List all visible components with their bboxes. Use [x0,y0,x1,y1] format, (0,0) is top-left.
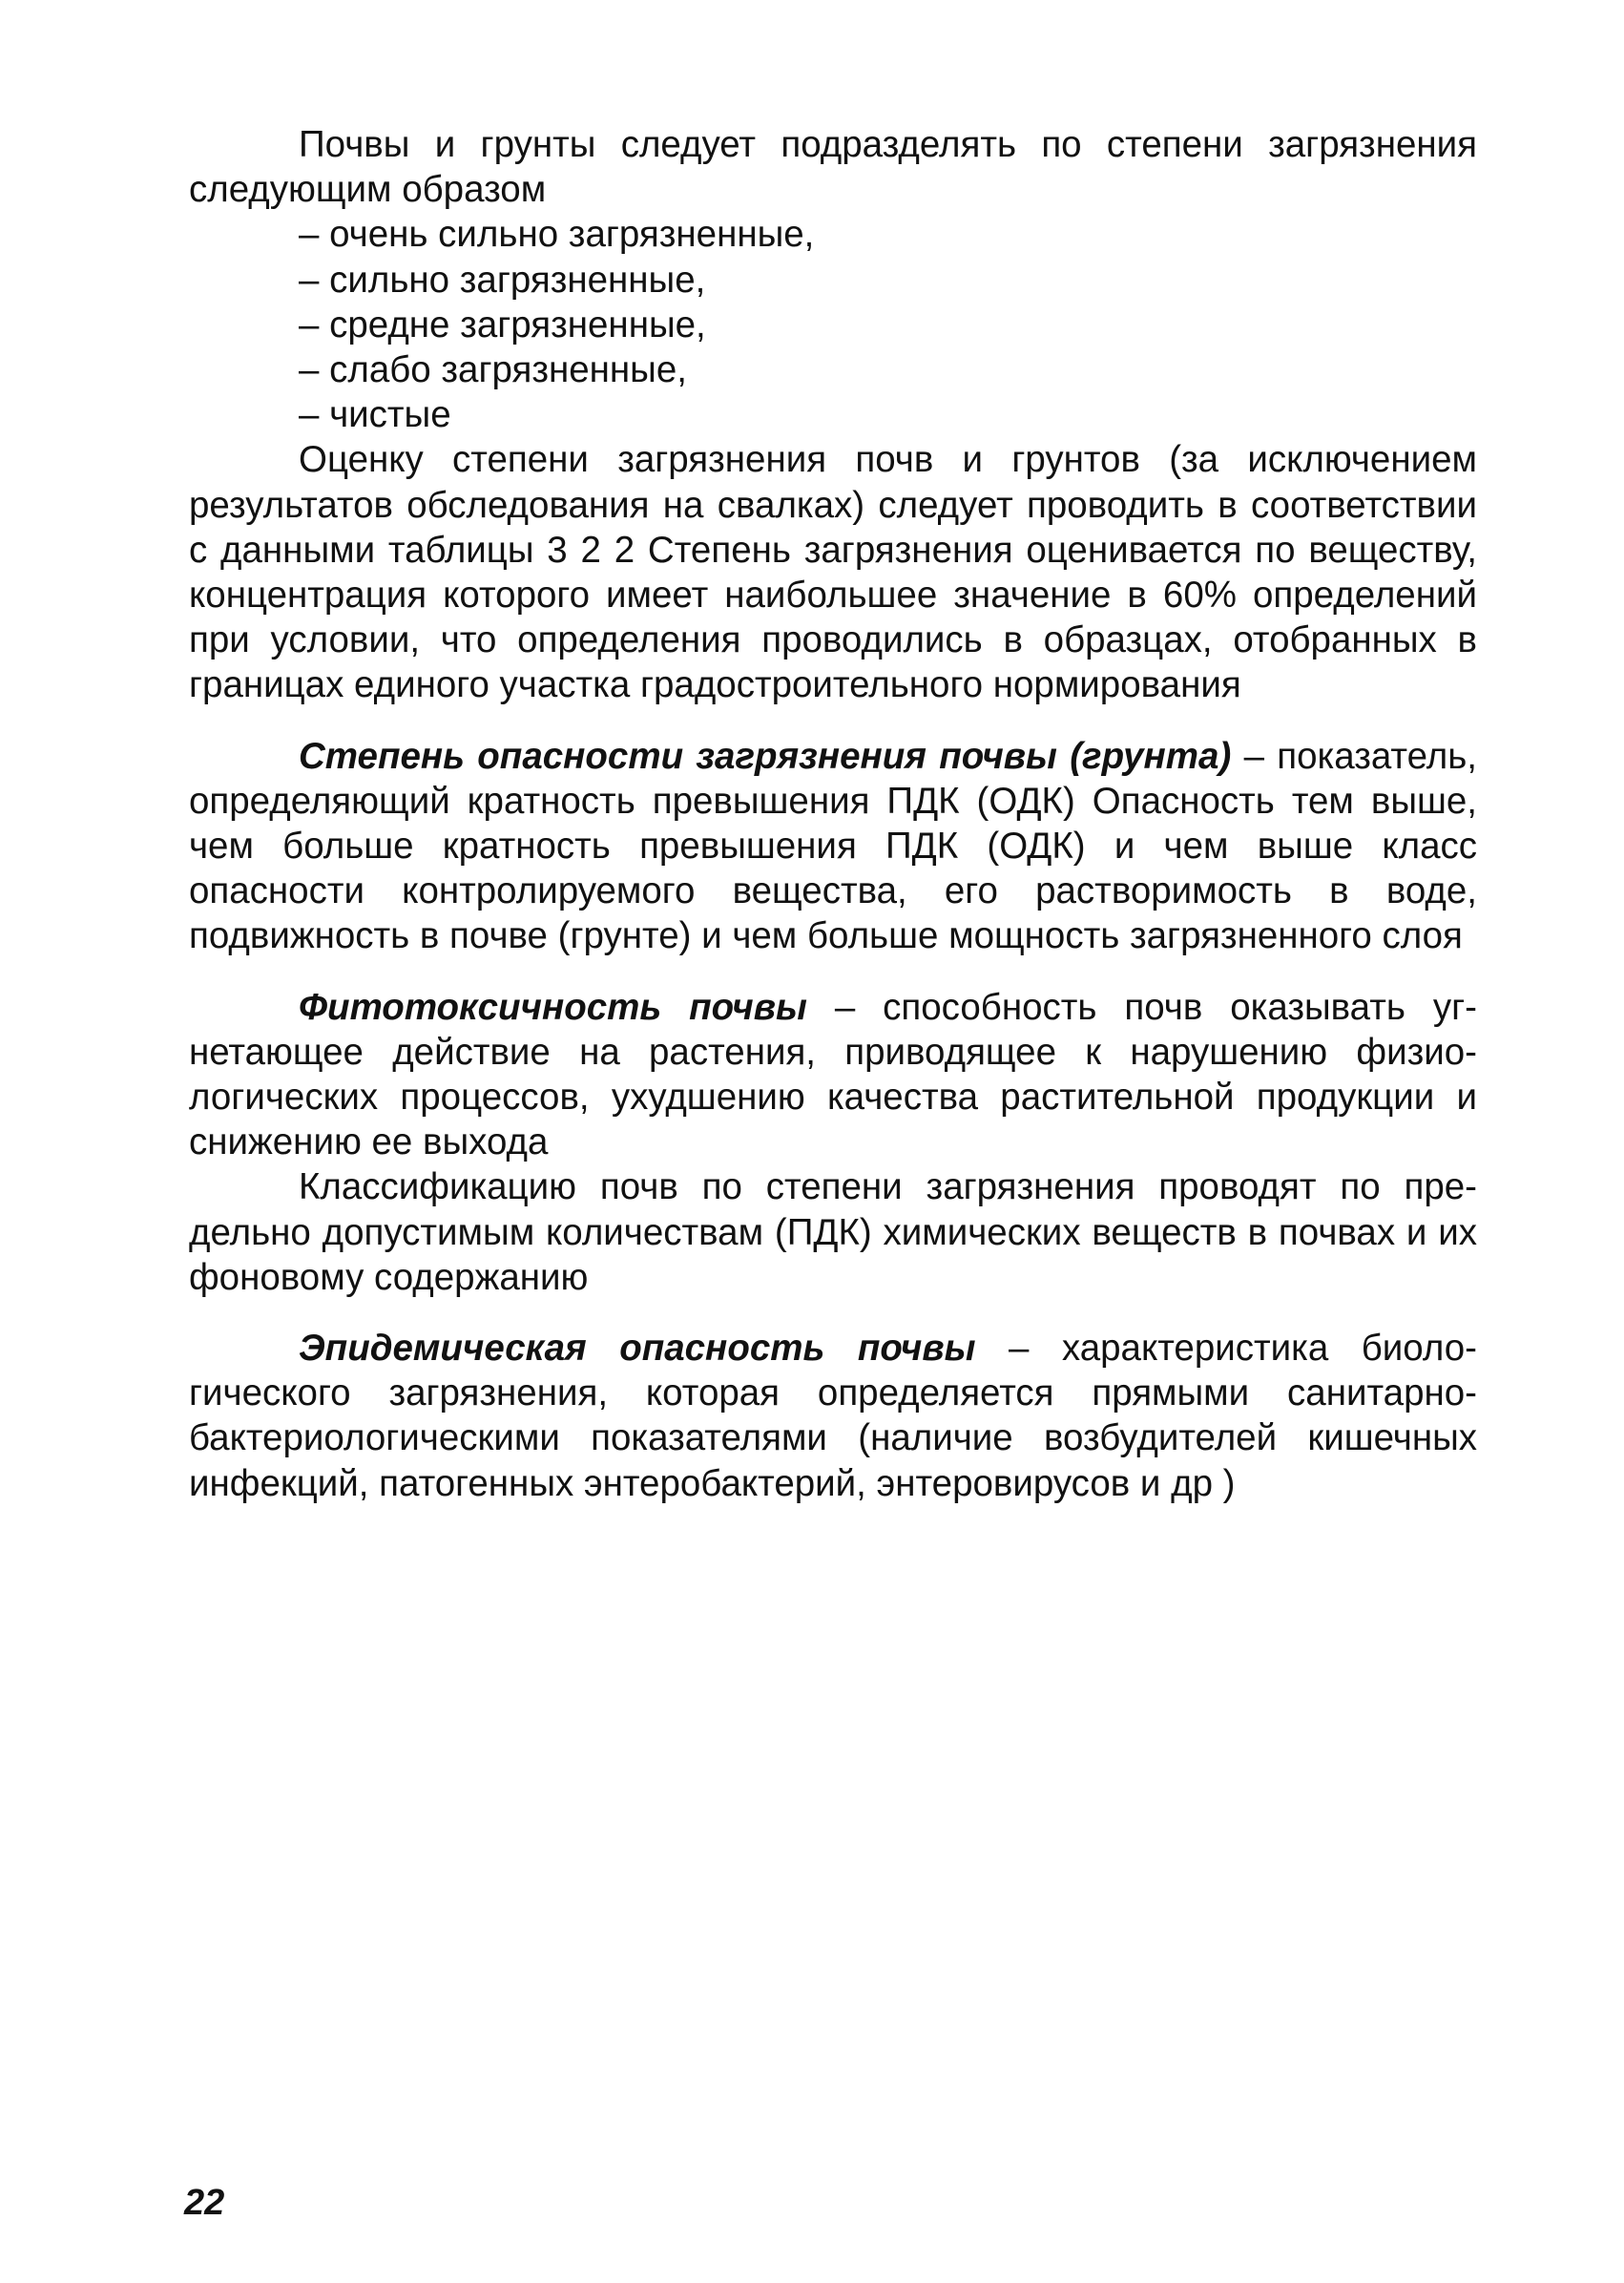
epidemic-paragraph [189,1326,1477,1506]
phytotoxicity-term: Фитотоксичность почвы [299,986,807,1028]
page-number: 22 [184,2183,225,2223]
list-item: – чистые [299,394,451,436]
list-item: – слабо загрязненные, [299,349,687,391]
classification-paragraph: Классификацию почв по степени загрязнения проводят по предельно допустимым количествам (ПДК) химических веществ в почвах и их фоновому содержанию [189,1166,1477,1298]
assessment-paragraph: Оценку степени загрязнения почв и грунтов (за исключением результатов обследования на свалках) следует проводить в соответствии с данными таблицы 3 2 2 Степень загрязнения оценивается по веществу, концентрация которого имеет наибольшее значение в 60% определений при условии, что определения проводились в образцах, отобранных в границах единого участка градостроительного нормирования [189,439,1477,706]
list-item: – сильно загрязненные, [299,259,706,301]
phytotoxicity-paragraph [189,985,1477,1165]
hazard-degree-paragraph [189,734,1477,959]
hazard-degree-term: Степень опасности загрязнения почвы (грунта) [299,735,1232,777]
contamination-degree-list [189,212,1477,437]
list-item: – средне загрязненные, [299,304,706,346]
list-item: – очень сильно загрязненные, [299,214,815,256]
phytotoxicity-definition: – способность почв оказывать угнетающее действие на растения, приводящее к нарушению физиологических процессов, ухудшению качества растительной продукции и снижению ее выхода [189,986,1477,1163]
epidemic-term: Эпидемическая опасность почвы [299,1328,976,1370]
page-body [189,122,1477,1506]
intro-paragraph: Почвы и грунты следует подразделять по степени загрязнения следующим образом [189,124,1477,211]
hazard-degree-definition: – показатель, определяющий кратность превышения ПДК (ОДК) Опасность тем выше, чем больше кратность превышения ПДК (ОДК) и чем выше класс опасности контролируемого вещества, его растворимость в воде, подвижность в почве (грунте) и чем больше мощность загрязненного слоя [189,735,1477,957]
epidemic-definition: – характеристика биологического загрязнения, которая определяется прямыми санитарно-бактериологическими показателями (наличие возбудителей кишечных инфекций, патогенных энтеробактерий, энтеровирусов и др ) [189,1328,1477,1504]
